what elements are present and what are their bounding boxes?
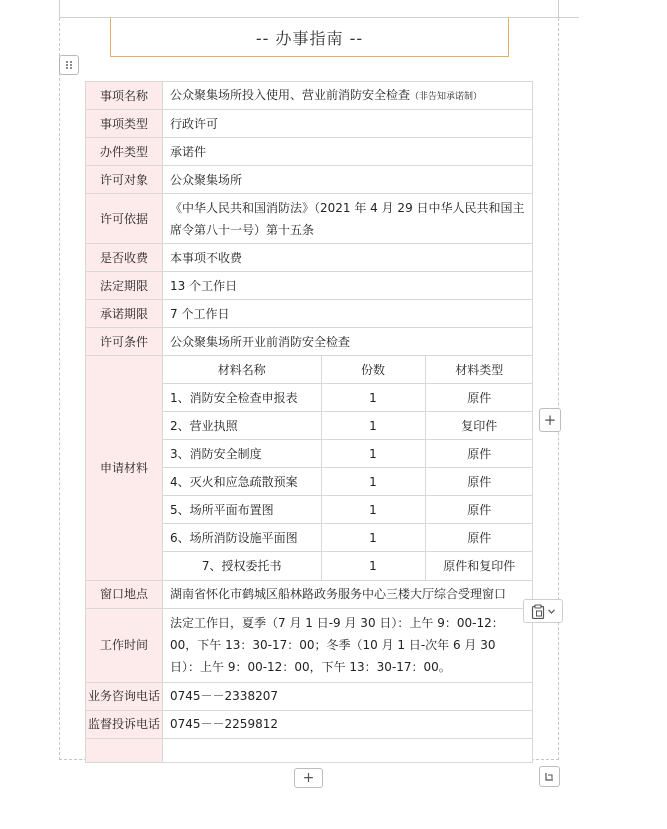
material-count[interactable]: 1 (321, 384, 425, 412)
table-row (86, 300, 533, 328)
material-name[interactable]: 3、消防安全制度 (163, 440, 321, 468)
table-row (86, 138, 533, 166)
row-value[interactable]: 《中华人民共和国消防法》（2021 年 4 月 29 日中华人民共和国主席令第八十一号）第十五条 (163, 194, 533, 244)
row-label: 事项名称 (86, 82, 163, 110)
material-count[interactable]: 1 (321, 524, 425, 552)
material-name[interactable]: 4、灭火和应急疏散预案 (163, 468, 321, 496)
row-value[interactable] (163, 82, 533, 110)
material-type[interactable]: 原件和复印件 (443, 558, 516, 573)
row-value[interactable]: 本事项不收费 (163, 244, 533, 272)
table-row (86, 580, 533, 608)
material-type[interactable]: 原件 (425, 440, 533, 468)
table-row (86, 166, 533, 194)
row-value[interactable]: 公众聚集场所开业前消防安全检查 (163, 328, 533, 356)
material-name[interactable]: 6、场所消防设施平面图 (163, 524, 321, 552)
row-label: 事项类型 (86, 110, 163, 138)
table-row (86, 328, 533, 356)
row-label: 法定期限 (86, 272, 163, 300)
material-row (163, 524, 533, 552)
row-label: 办件类型 (86, 138, 163, 166)
row-value[interactable]: 承诺件 (163, 138, 533, 166)
materials-label: 申请材料 (86, 356, 163, 581)
materials-table (163, 356, 533, 580)
consult-label: 业务咨询电话 (86, 682, 163, 710)
table-row (86, 682, 533, 710)
material-count[interactable]: 1 (321, 468, 425, 496)
table-row (86, 110, 533, 138)
material-type[interactable]: 原件 (425, 468, 533, 496)
table-row (86, 272, 533, 300)
add-column-plus-icon[interactable]: + (539, 408, 561, 432)
row-label: 许可对象 (86, 166, 163, 194)
material-row (163, 496, 533, 524)
row-label: 许可依据 (86, 194, 163, 244)
page-rule (557, 17, 579, 18)
complaint-value[interactable]: 0745－－2259812 (163, 710, 533, 738)
add-row-plus-icon[interactable]: + (294, 768, 323, 788)
material-row (163, 384, 533, 412)
empty-value[interactable] (163, 738, 533, 762)
paste-options-button[interactable] (523, 599, 563, 623)
guide-table (85, 81, 533, 763)
row-label: 许可条件 (86, 328, 163, 356)
material-name[interactable]: 5、场所平面布置图 (163, 496, 321, 524)
materials-header-type: 材料类型 (425, 356, 533, 384)
materials-cell (163, 356, 533, 581)
materials-row (86, 356, 533, 581)
row-value[interactable]: 13 个工作日 (163, 272, 533, 300)
chevron-down-icon (548, 609, 555, 614)
material-row (163, 412, 533, 440)
page-title: -- 办事指南 -- (110, 18, 509, 57)
clipboard-icon (531, 604, 545, 619)
material-count[interactable]: 1 (321, 440, 425, 468)
materials-header-row (163, 356, 533, 384)
table-resize-icon[interactable] (539, 766, 560, 787)
materials-header-name: 材料名称 (163, 356, 321, 384)
row-value[interactable]: 行政许可 (163, 110, 533, 138)
material-row (163, 440, 533, 468)
material-type[interactable]: 复印件 (425, 412, 533, 440)
material-count[interactable]: 1 (321, 552, 425, 580)
material-count[interactable]: 1 (321, 412, 425, 440)
row-value[interactable]: 公众聚集场所 (163, 166, 533, 194)
table-row (86, 244, 533, 272)
materials-header-count: 份数 (321, 356, 425, 384)
empty-label[interactable] (86, 738, 163, 762)
item-name: 公众聚集场所投入使用、营业前消防安全检查 (170, 87, 411, 102)
hours-value[interactable]: 法定工作日，夏季（7 月 1 日-9 月 30 日）：上午 9：00-12：00，下午 13：30-17：00；冬季（10 月 1 日-次年 6 月 30 日）：上午 9：00-12：00，下午 13：30-17：00。 (163, 608, 533, 682)
table-row (86, 194, 533, 244)
material-type[interactable]: 原件 (425, 384, 533, 412)
previous-page-edge (59, 0, 559, 18)
window-label: 窗口地点 (86, 580, 163, 608)
material-row (163, 468, 533, 496)
material-type[interactable]: 原件 (425, 496, 533, 524)
row-value[interactable]: 7 个工作日 (163, 300, 533, 328)
material-count[interactable]: 1 (321, 496, 425, 524)
complaint-label: 监督投诉电话 (86, 710, 163, 738)
table-row (86, 82, 533, 110)
table-move-handle-icon[interactable] (59, 55, 79, 75)
item-note: （非告知承诺制） (410, 91, 483, 102)
material-name[interactable]: 2、营业执照 (163, 412, 321, 440)
material-name[interactable]: 7、授权委托书 (163, 552, 321, 580)
table-row (86, 608, 533, 682)
material-name[interactable]: 1、消防安全检查申报表 (163, 384, 321, 412)
consult-value[interactable]: 0745－－2338207 (163, 682, 533, 710)
table-row (86, 710, 533, 738)
window-value[interactable]: 湖南省怀化市鹤城区船林路政务服务中心三楼大厅综合受理窗口 (163, 580, 533, 608)
row-label: 承诺期限 (86, 300, 163, 328)
material-row (163, 552, 533, 580)
table-row (86, 738, 533, 762)
material-type[interactable]: 原件 (425, 524, 533, 552)
row-label: 是否收费 (86, 244, 163, 272)
hours-label: 工作时间 (86, 608, 163, 682)
